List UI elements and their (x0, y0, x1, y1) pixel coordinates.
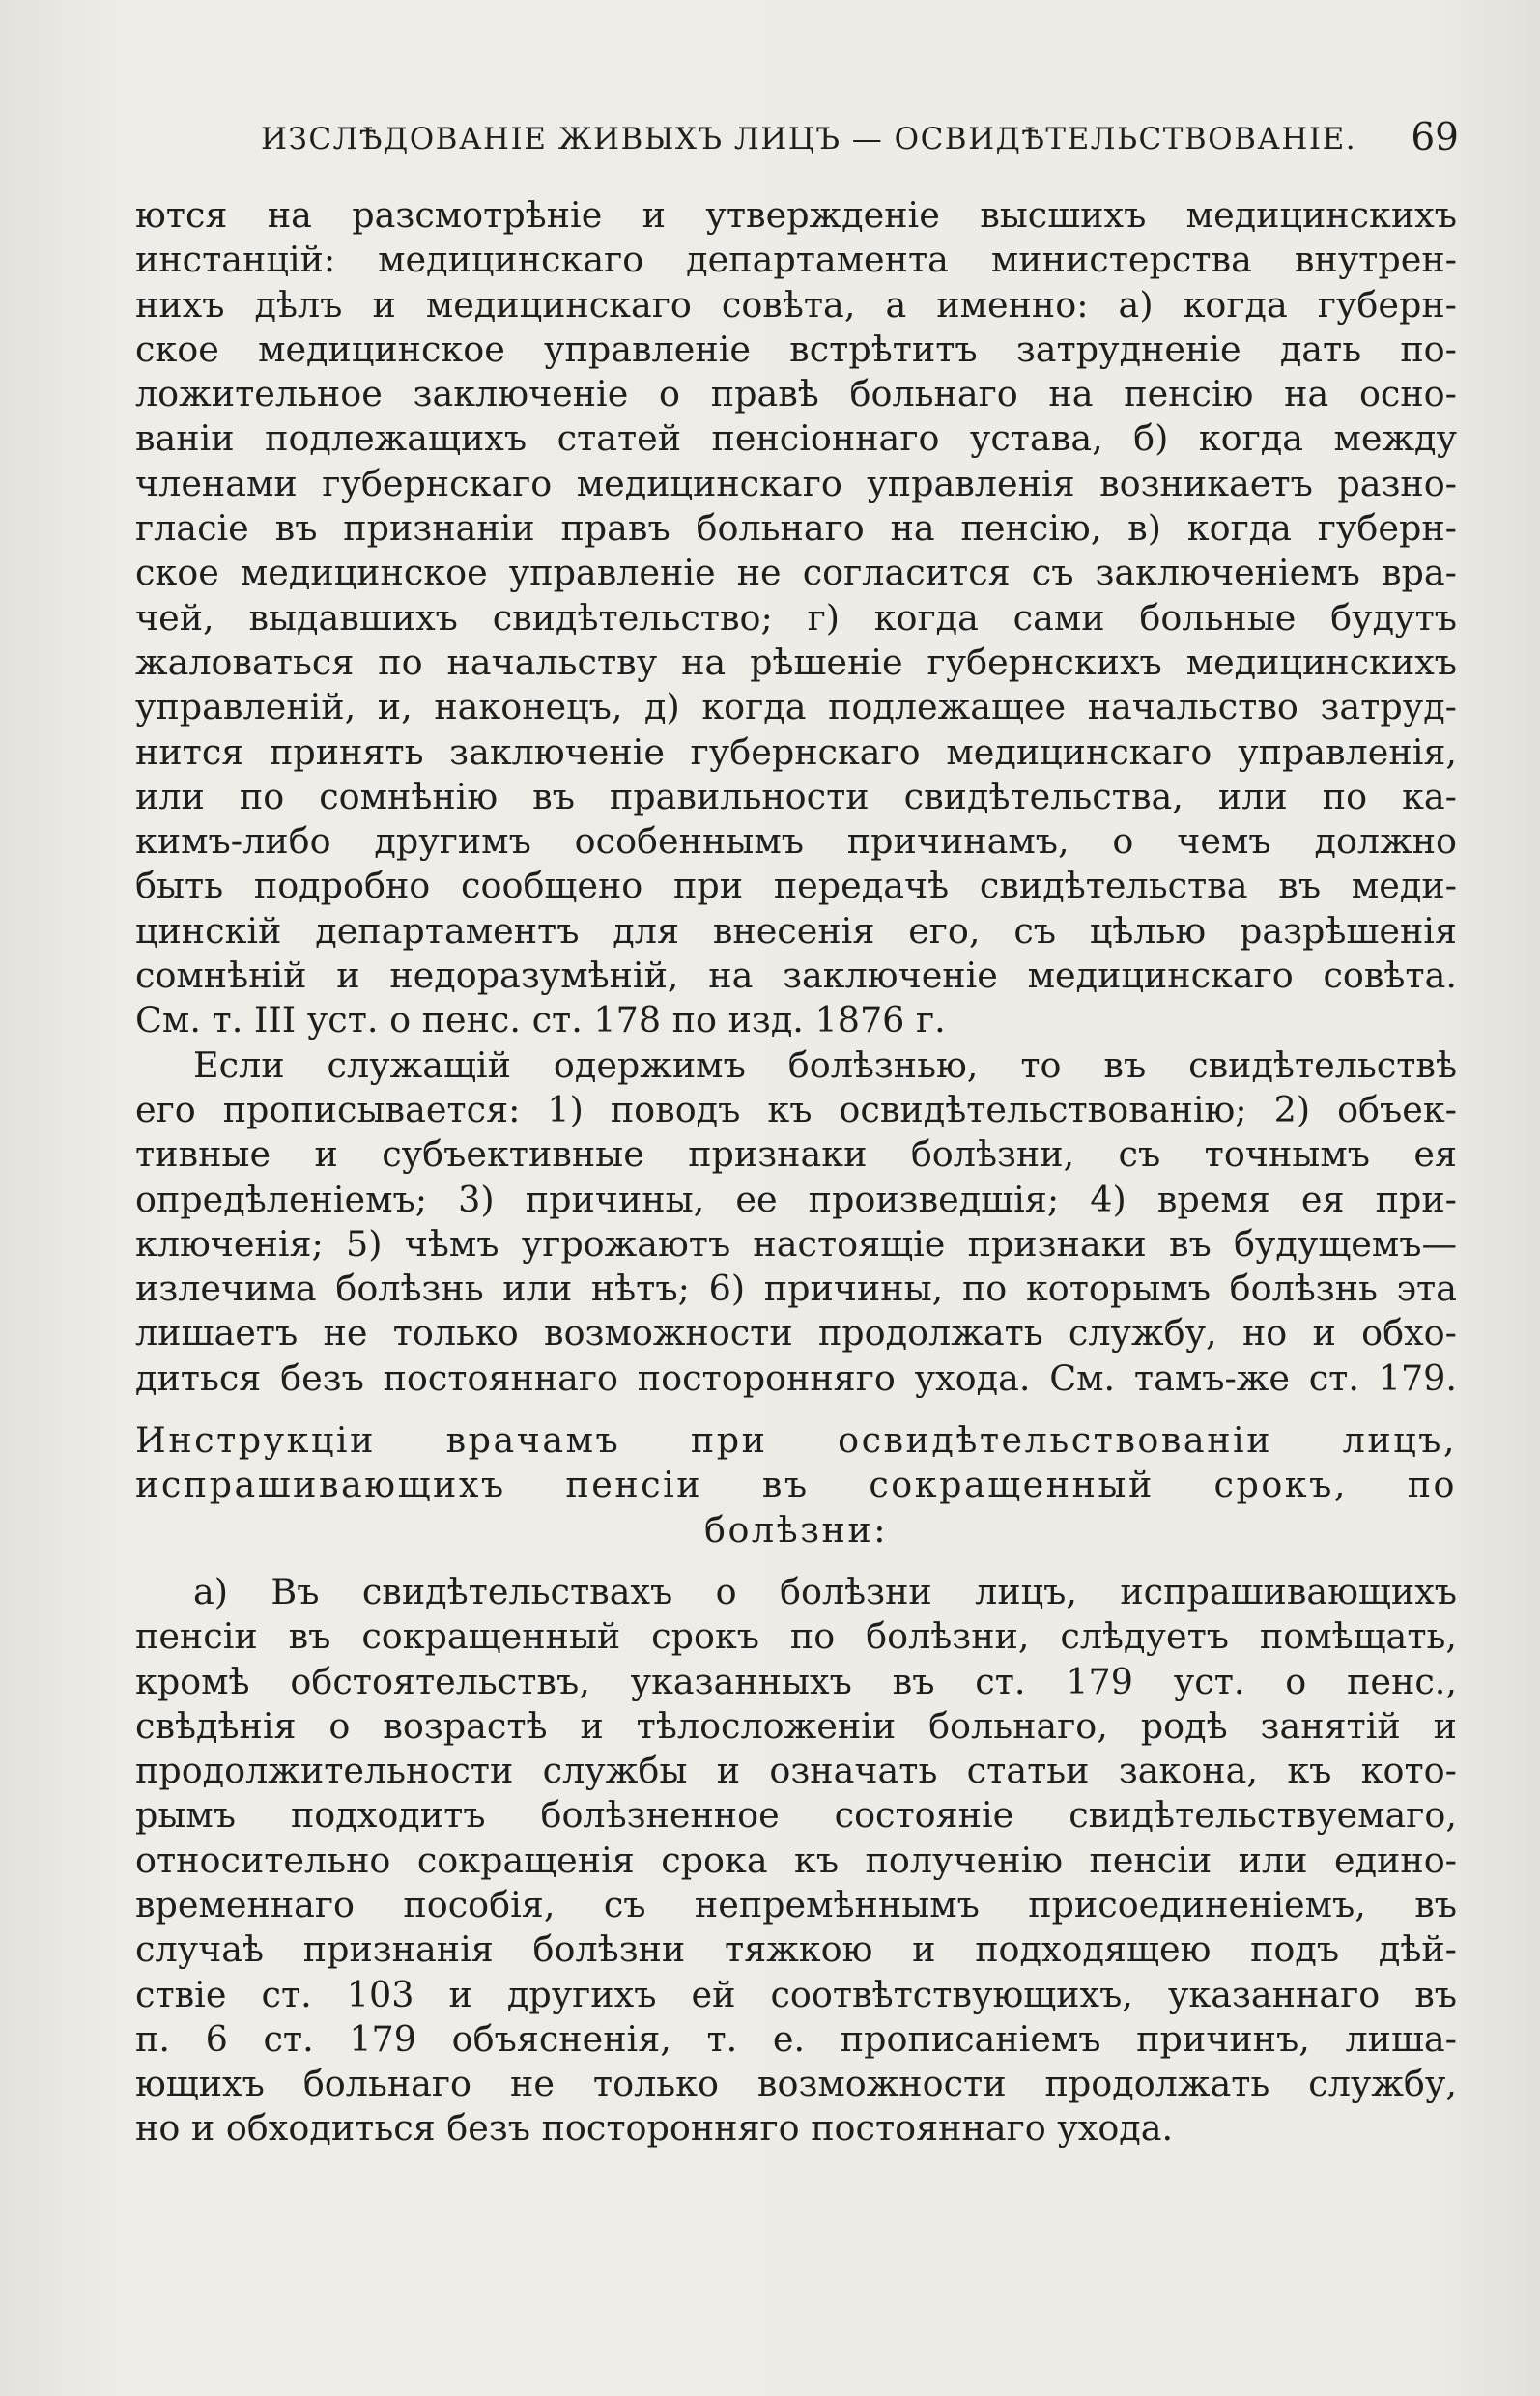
text-line: а) Въ свидѣтельствахъ о болѣзни лицъ, испрашивающихъ (193, 1570, 1457, 1612)
text-line: лишаетъ не только возможности продолжать службу, но и обхо- (135, 1312, 1457, 1355)
text-line: его прописывается: 1) поводъ къ освидѣтельствованію; 2) объек- (135, 1088, 1457, 1130)
running-head (135, 116, 1459, 164)
text-line: нится принять заключеніе губернскаго медицинскаго управленія, (135, 730, 1457, 773)
text-line: продолжительности службы и означать статьи закона, къ кото- (135, 1750, 1457, 1792)
text-line: ются на разсмотрѣніе и утвержденіе высшихъ медицинскихъ (135, 194, 1457, 236)
text-line: пенсіи въ сокращенный срокъ по болѣзни, слѣдуетъ помѣщать, (135, 1615, 1457, 1658)
text-line: свѣдѣнія о возрастѣ и тѣлосложеніи больнаго, родѣ занятій и (135, 1704, 1457, 1747)
text-line: сомнѣній и недоразумѣній, на заключеніе медицинскаго совѣта. (135, 955, 1457, 997)
text-line: См. т. III уст. о пенс. ст. 178 по изд. 1876 г. (135, 999, 946, 1041)
text-line: ваніи подлежащихъ статей пенсіоннаго устава, б) когда между (135, 417, 1457, 460)
text-line: п. 6 ст. 179 объясненія, т. е. прописаніемъ причинъ, лиша- (135, 2017, 1457, 2060)
text-line: временнаго пособія, съ непремѣннымъ присоединеніемъ, въ (135, 1883, 1457, 1925)
body-text (135, 193, 1457, 2152)
text-line: ствіе ст. 103 и другихъ ей соотвѣтствующихъ, указаннаго въ (135, 1973, 1457, 2015)
text-line: ложительное заключеніе о правѣ больнаго на пенсію на осно- (135, 373, 1457, 415)
text-line: случаѣ признанія болѣзни тяжкою и подходящею подъ дѣй- (135, 1928, 1457, 1971)
text-line: опредѣленіемъ; 3) причины, ее произведшія; 4) время ея при- (135, 1178, 1457, 1220)
paragraph-certificate-contents (135, 1043, 1457, 1401)
text-line: тивные и субъективные признаки болѣзни, съ точнымъ ея (135, 1133, 1457, 1176)
text-line: или по сомнѣнію въ правильности свидѣтельства, или по ка- (135, 775, 1457, 817)
text-line: излечима болѣзнь или нѣтъ; 6) причины, по которымъ болѣзнь эта (135, 1268, 1457, 1310)
text-line: нихъ дѣлъ и медицинскаго совѣта, а именно: а) когда губерн- (135, 283, 1457, 326)
section-heading (135, 1418, 1457, 1553)
text-line: ключенія; 5) чѣмъ угрожаютъ настоящіе признаки въ будущемъ— (135, 1222, 1457, 1265)
text-line: ское медицинское управленіе не согласится съ заключеніемъ вра- (135, 552, 1457, 594)
text-line: ющихъ больнаго не только возможности продолжать службу, (135, 2063, 1457, 2105)
text-line: кромѣ обстоятельствъ, указанныхъ въ ст. 179 уст. о пенс., (135, 1660, 1457, 1702)
text-line: но и обходиться безъ посторонняго постояннаго ухода. (135, 2107, 1174, 2150)
heading-line: испрашивающихъ пенсіи въ сокращенный срокъ, по (135, 1464, 1457, 1506)
text-line: ское медицинское управленіе встрѣтитъ затрудненіе дать по- (135, 328, 1457, 370)
text-line: членами губернскаго медицинскаго управленія возникаетъ разно- (135, 462, 1457, 504)
heading-line: Инструкціи врачамъ при освидѣтельствованіи лицъ, (135, 1419, 1457, 1462)
text-line: цинскій департаментъ для внесенія его, съ цѣлью разрѣшенія (135, 909, 1457, 952)
paragraph-pension-review (135, 193, 1457, 1043)
page-number: 69 (1411, 116, 1459, 159)
text-line: инстанцій: медицинскаго департамента министерства внутрен- (135, 239, 1457, 281)
paragraph-instruction-a (135, 1570, 1457, 2152)
text-line: быть подробно сообщено при передачѣ свидѣтельства въ меди- (135, 865, 1457, 907)
running-title: ИЗСЛѢДОВАНІЕ ЖИВЫХЪ ЛИЦЪ — ОСВИДѢТЕЛЬСТВОВАНІЕ. (261, 122, 1357, 157)
text-line: кимъ-либо другимъ особеннымъ причинамъ, о чемъ должно (135, 820, 1457, 863)
text-line: Если служащій одержимъ болѣзнью, то въ свидѣтельствѣ (193, 1043, 1457, 1086)
text-line: рымъ подходитъ болѣзненное состояніе свидѣтельствуемаго, (135, 1794, 1457, 1837)
text-line: диться безъ постояннаго посторонняго ухода. См. тамъ-же ст. 179. (135, 1356, 1457, 1399)
heading-line: болѣзни: (703, 1508, 888, 1551)
text-line: относительно сокращенія срока къ полученію пенсіи или едино- (135, 1839, 1457, 1881)
text-line: жаловаться по начальству на рѣшеніе губернскихъ медицинскихъ (135, 641, 1457, 683)
text-line: гласіе въ признаніи правъ больнаго на пенсію, в) когда губерн- (135, 507, 1457, 550)
text-line: управленій, и, наконецъ, д) когда подлежащее начальство затруд- (135, 686, 1457, 728)
text-line: чей, выдавшихъ свидѣтельство; г) когда сами больные будутъ (135, 596, 1457, 639)
